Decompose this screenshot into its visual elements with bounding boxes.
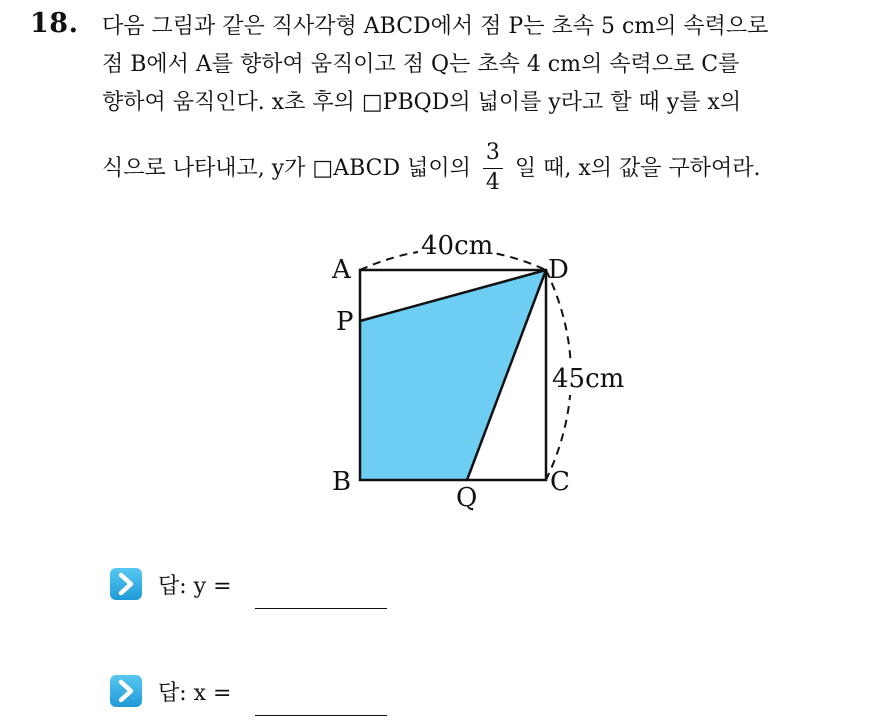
answer-label-x: 답: x = [158, 681, 232, 706]
right-length-label: 45cm [552, 364, 625, 394]
point-label-p: P [336, 307, 354, 337]
point-label-q: Q [456, 483, 478, 513]
problem-text-line-4 [102, 140, 761, 195]
chevron-right-icon [110, 568, 142, 600]
vertex-label-d: D [548, 255, 569, 285]
fraction-three-quarters [482, 140, 504, 195]
top-length-label: 40cm [418, 232, 496, 260]
problem-text-line-4-start: 식으로 나타내고, y가 □ABCD 넓이의 [102, 156, 471, 181]
fraction-denominator: 4 [485, 170, 500, 195]
problem-text-line-3: 향하여 움직인다. x초 후의 □PBQD의 넓이를 y라고 할 때 y를 x의 [102, 90, 742, 115]
rectangle-figure [300, 220, 660, 520]
answer-blank-x[interactable] [255, 715, 387, 716]
vertex-label-a: A [332, 255, 351, 285]
vertex-label-b: B [332, 467, 352, 497]
answer-blank-y[interactable] [255, 608, 387, 609]
chevron-right-icon [110, 675, 142, 707]
problem-number: 18. [30, 8, 79, 39]
answer-label-y: 답: y = [158, 574, 232, 599]
problem-text-line-4-end: 일 때, x의 값을 구하여라. [514, 156, 761, 181]
fraction-bar [483, 168, 503, 169]
problem-text-line-2: 점 B에서 A를 향하여 움직이고 점 Q는 초속 4 cm의 속력으로 C를 [102, 52, 740, 77]
shaded-quadrilateral-pbqd [360, 270, 546, 480]
problem-text-line-1: 다음 그림과 같은 직사각형 ABCD에서 점 P는 초속 5 cm의 속력으로 [102, 14, 769, 39]
fraction-numerator: 3 [485, 140, 500, 165]
vertex-label-c: C [550, 467, 570, 497]
